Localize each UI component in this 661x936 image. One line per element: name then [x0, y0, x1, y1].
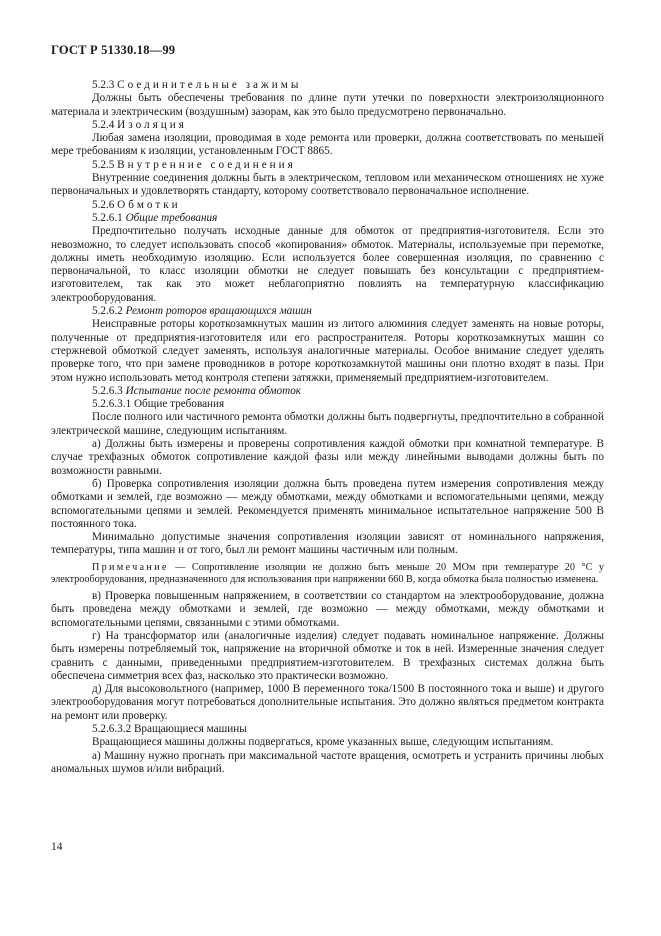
list-item: г) На трансформатор или (аналогичные изделия) следует подавать номинальное напряжение. Должны быть измерены потребляемый ток, напряжение на вторичной обмотке и ток в ней. Измеренные значения следует сравнить с данными, приведенными предприятием-изготовителем. В трехфазных системах должна быть обеспечена симметрия всех фаз, насколько это практически возможно. [51, 629, 604, 682]
page-number: 14 [51, 841, 63, 853]
section-heading: 5.2.6 Обмотки [92, 198, 181, 211]
subsection-heading: 5.2.6.1 Общие требования [92, 211, 218, 224]
paragraph: Минимально допустимые значения сопротивления изоляции зависят от номинального напряжения, температуры, типа машин и от того, был ли ремонт машины частичным или полным. [51, 531, 604, 557]
subsection-heading: 5.2.6.3 Испытание после ремонта обмоток [92, 384, 302, 397]
paragraph: Должны быть обеспечены требования по длине пути утечки по поверхности электроизоляционного материала и электрическим (воздушным) зазорам, как это было предусмотрено первоначально. [51, 92, 604, 118]
section-heading: 5.2.3 Соединительные зажимы [92, 79, 302, 91]
subsection-heading: 5.2.6.3.1 Общие требования [92, 398, 225, 411]
document-header: ГОСТ Р 51330.18—99 [51, 43, 176, 57]
section-heading: 5.2.5 Внутренние соединения [92, 158, 296, 171]
list-item: а) Должны быть измерены и проверены сопротивления каждой обмотки при комнатной температуре. В случае трехфазных обмоток сопротивление каждой фазы или между линейными выводами должны быть по возможности равными. [51, 438, 604, 477]
list-item: д) Для высоковольтного (например, 1000 В переменного тока/1500 В постоянного тока и выше) и другого электрооборудования могут потребоваться дополнительные испытания. Это должно являться предметом контракта на ремонт или проверку. [51, 683, 604, 722]
paragraph: Вращающиеся машины должны подвергаться, кроме указанных выше, следующим испытаниям. [92, 736, 554, 749]
note: Примечание — Сопротивление изоляции не должно быть меньше 20 МОм при температуре 20 °С у электрооборудования, предназначенного для использования при напряжении 660 В, когда обмотка была полностью изменена. [51, 561, 604, 585]
subsection-heading: 5.2.6.2 Ремонт роторов вращающихся машин [92, 305, 312, 318]
paragraph: Предпочтительно получать исходные данные для обмоток от предприятия-изготовителя. Если это невозможно, то следует использовать способ «копирования» обмоток. Материалы, используемые при перемотке, должны иметь необходимую изоляцию. Если используется более совершенная изоляция, по сравнению с первоначальной, то класс изоляции обмотки не следует повышать без консультации с предприятием-изготовителем, так как это может неблагоприятно повлиять на температурную классификацию электрооборудования. [51, 225, 604, 304]
paragraph: Неисправные роторы короткозамкнутых машин из литого алюминия следует заменять на новые роторы, полученные от предприятия-изготовителя или его распространителя. Роторы короткозамкнутых машин со стержневой обмоткой следует заменять, используя аналогичные материалы. Особое внимание следует уделять проверке того, что при замене проводников в роторе короткозамкнутой машины они плотно входят в пазы. При этом нужно использовать метод контроля степени затяжки, применяемый предприятием-изготовителем. [51, 318, 604, 384]
page-body [51, 79, 604, 776]
paragraph: После полного или частичного ремонта обмотки должны быть подвергнуты, предпочтительно в собранной электрической машине, следующим испытаниям. [51, 411, 604, 437]
list-item: в) Проверка повышенным напряжением, в соответствии со стандартом на электрооборудование, должна быть проведена между обмотками и землей, где возможно — между обмотками, между обмотками и вспомогательными цепями, связанными с этими обмотками. [51, 590, 604, 629]
section-heading: 5.2.4 Изоляция [92, 118, 187, 131]
list-item: а) Машину нужно прогнать при максимальной частоте вращения, осмотреть и устранить причины любых аномальных шумов и/или вибраций. [51, 749, 604, 775]
paragraph: Внутренние соединения должны быть в электрическом, тепловом или механическом отношениях не хуже первоначальных и удовлетворять стандарту, которому соответствовало первоначальное исполнение. [51, 172, 604, 198]
subsection-heading: 5.2.6.3.2 Вращающиеся машины [92, 723, 247, 736]
paragraph: Любая замена изоляции, проводимая в ходе ремонта или проверки, должна соответствовать по меньшей мере требованиям к изоляции, установленным ГОСТ 8865. [51, 132, 604, 158]
list-item: б) Проверка сопротивления изоляции должна быть проведена путем измерения сопротивления между обмотками и землей, где возможно — между обмотками, между обмотками и вспомогательными цепями, между вспомогательными цепями и землей. Рекомендуется применять минимальное испытательное напряжение 500 В постоянного тока. [51, 477, 604, 530]
